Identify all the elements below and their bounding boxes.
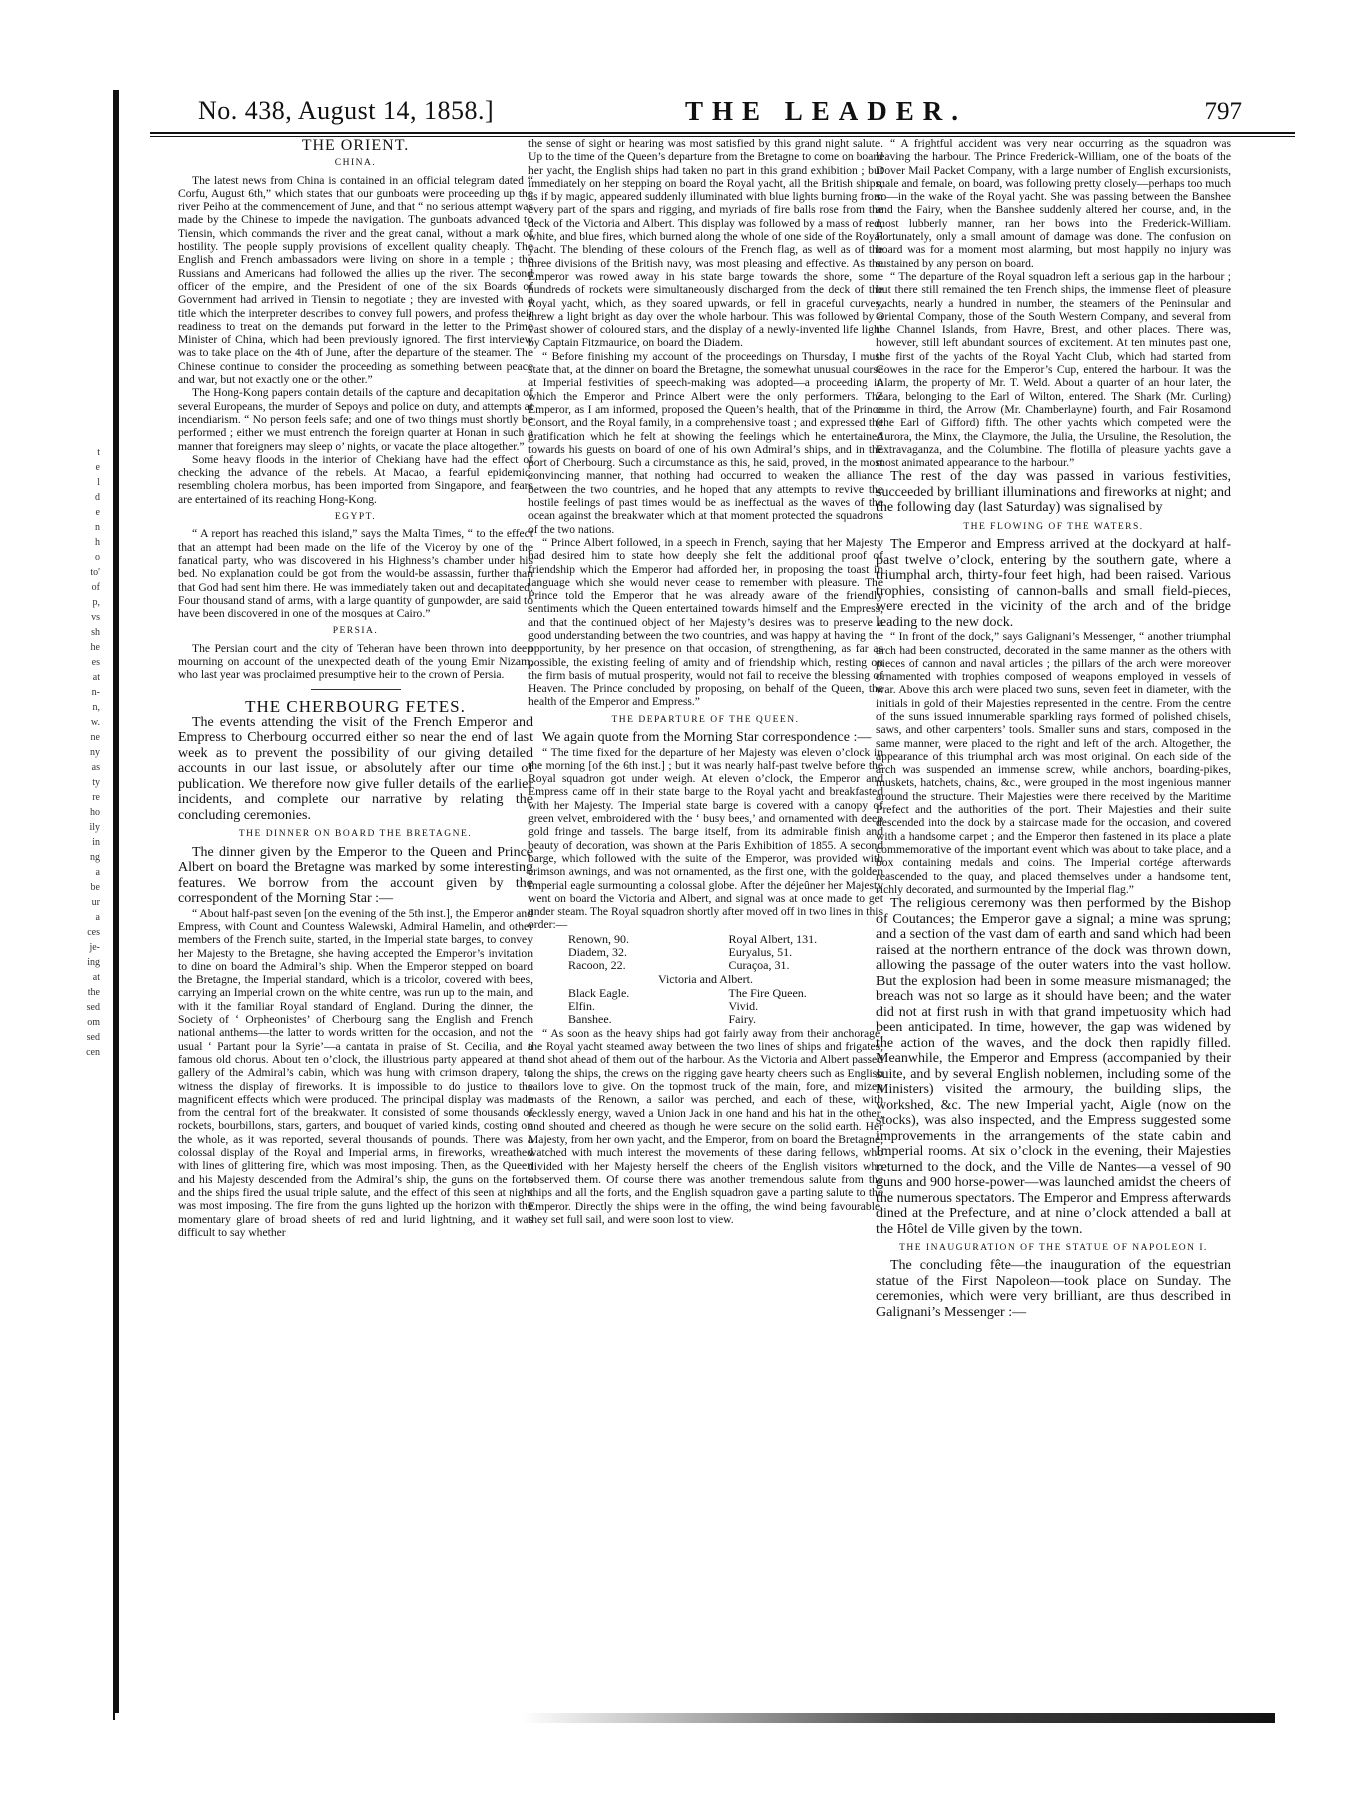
- section-head-persia: PERSIA.: [332, 626, 379, 637]
- egypt-paragraph: “ A report has reached this island,” says the Malta Times, “ to the effect that an attempt had been made on the life of the Viceroy by one of the fanatical party, who was discovered in his Highness’s chamber under his bed. No explanation could be got from the would-be assassin, further than that God had sent him there. He was immediately taken out and decapitated. Four thousand stand of arms, with a large quantity of gunpowder, are said to have been discovered in one of the mosques at Cairo.”: [178, 527, 533, 621]
- waters-paragraph-3: The religious ceremony was then performed by the Bishop of Coutances; the Emperor gave a signal; a mine was sprung; and a section of the vast dam of earth and sand which had been raised at the northern entrance of the dock was thrown down, allowing the passage of the outer waters into the vast hollow. But the explosion had been in some measure mismanaged; the breach was not so large as it should have been; and the water did not at first rush in with that grand impetuosity which had been anticipated. In time, however, the gap was widened by the action of the waves, and the dock then rapidly filled. Meanwhile, the Emperor and Empress (accompanied by their suite, and by several English noblemen, including some of the Ministers) visited the armoury, the building slips, the workshed, &c. The new Imperial yacht, Aigle (now on the stocks), was also inspected, and the Empress suggested some improvements in the arrangements of the state cabin and Imperial rooms. At six o’clock in the evening, their Majesties returned to the dock, and the Ville de Nantes—a vessel of 90 guns and 900 horse-power—was launched amidst the cheers of the numerous spectators. The Emperor and Empress afterwards dined at the Prefecture, and at nine o’clock attended a ball at the Hôtel de Ville given by the town.: [876, 896, 1231, 1237]
- margin-fragment: at: [92, 672, 100, 683]
- ship-entry: Diadem, 32.: [568, 944, 627, 959]
- ship-entry: Renown, 90.: [568, 931, 629, 946]
- margin-fragment: re: [92, 792, 100, 803]
- waters-paragraph-2: “ In front of the dock,” says Galignani’s Messenger, “ another triumphal arch had been constructed, decorated in the same manner as the others with pieces of cannon and naval articles ; the pillars of the arch were moreover ornamented with trophies composed of weapons employed in vessels of war. Above this arch were placed two suns, seven feet in diameter, with the initials in gold of their Majesties represented in the centre. From the centre of the suns issued innumerable sparkling rays formed of polished chisels, saws, and other carpenters’ tools. Smaller suns and stars, composed in the same manner, were placed to the right and left of the arch. Altogether, the appearance of this triumphal arch was most original. On each side of the arch was suspended an immense screw, while anchors, boarding-pikes, muskets, hatchets, chains, &c., were grouped in the most ingenious manner around the structure. Their Majesties were there received by the Maritime Prefect and the authorities of the port. Their Majesties and their suite descended into the dock by a staircase made for the occasion, and covered with a handsome carpet ; and the Emperor then fastened in its place a plate commemorative of the important event which was about to take place, and a box containing medals and coins. The Imperial cortége afterwards reascended to the quay, and placed themselves under a handsome tent, richly decorated, and surmounted by the Imperial flag.”: [876, 630, 1231, 896]
- margin-fragment: a: [95, 867, 100, 878]
- margin-fragment: ho: [90, 807, 100, 818]
- article-title-cherbourg: THE CHERBOURG FETES.: [245, 696, 466, 716]
- margin-fragment: o: [95, 552, 100, 563]
- col2-paragraph-4: “ As soon as the heavy ships had got fairly away from their anchorage, the Royal yacht steamed away between the two lines of ships and frigates, and shot ahead of them out of the harbour. As the Victoria and Albert passed along the ships, the crews on the rigging gave hearty cheers such as English sailors love to give. On the topmost truck of the main, fore, and mizen masts of the Renown, a sailor was perched, and each of these, with recklessly energy, waved a Union Jack in one hand and his hat in the other, and shouted and cheered as though he were secure on the solid earth. Her Majesty, from her own yacht, and the Emperor, from on board the Bretagne, watched with much interest the movements of these daring fellows, who divided with her Majesty herself the cheers of the English visitors who observed them. Of course there was another tremendous salute from the ships and all the forts, and the English squadron gave a parting salute to the Emperor. Directly the ships were in the offing, the wind being favourable, they set full sail, and were soon lost to view.: [528, 1026, 883, 1226]
- page-spine-rule: [113, 90, 119, 1720]
- ship-entry: Elfin.: [568, 998, 595, 1013]
- section-head-statue: THE INAUGURATION OF THE STATUE OF NAPOLEON I.: [899, 1243, 1208, 1254]
- margin-fragment: ur: [91, 897, 100, 908]
- margin-fragment: ne: [90, 732, 100, 743]
- statue-paragraph: The concluding fête—the inauguration of the equestrian statue of the First Napoleon—took place on Sunday. The ceremonies, which were very brilliant, are thus described in Galignani’s Messenger :—: [876, 1258, 1231, 1320]
- ship-entry: Black Eagle.: [568, 985, 630, 1000]
- margin-fragment: n,: [92, 702, 100, 713]
- persia-paragraph: The Persian court and the city of Teheran have been thrown into deep mourning on account of the unexpected death of the young Emir Nizam, who last year was proclaimed presumptive heir to the crown of Persia.: [178, 641, 533, 682]
- margin-fragment: e: [95, 507, 100, 518]
- margin-fragment: je-: [89, 942, 100, 953]
- china-paragraph-2: The Hong-Kong papers contain details of the capture and decapitation of several Europeans, the murder of Sepoys and police on duty, and attempts at incendiarism. “ No person feels safe; and one of two things must shortly be performed ; either we must entrench the foreign quarter at Honan in such a manner that foreigners may sleep o’ nights, or vacate the place altogether.”: [178, 386, 533, 453]
- page-header: [150, 96, 1290, 136]
- margin-fragment: vs: [91, 612, 100, 623]
- margin-fragment: sed: [86, 1032, 100, 1043]
- section-head-china: CHINA.: [334, 158, 377, 169]
- col3-paragraph-3: The rest of the day was passed in various festivities, succeeded by brilliant illuminations and fireworks at night; and the following day (last Saturday) was signalised by: [876, 469, 1231, 516]
- col2-paragraph-2: “ Before finishing my account of the proceedings on Thursday, I must state that, at the dinner on board the Bretagne, the somewhat unusual course at Imperial festivities of speech-making was adopted—a proceeding in which the Emperor and Prince Albert were the only performers. The Emperor, as I am informed, proposed the Queen’s health, that of the Prince Consort, and the Royal family, in a comprehensive toast ; and expressed the gratification which he felt at showing the feelings which he entertained towards his guests on board of one of his own Admiral’s ships, and in the port of Cherbourg. Such a circumstance as this, he said, proved, in the most convincing manner, that nothing had occurred to weaken the alliance between the two countries, and he hoped that any attempts to revive the hostile feelings of past times would be as ineffectual as the waves of the ocean against the breakwater which at that moment protected the squadrons of the two nations.: [528, 349, 883, 536]
- margin-fragment: l: [97, 477, 100, 488]
- section-divider: [311, 689, 401, 690]
- ship-entry: Vivid.: [728, 998, 759, 1013]
- margin-fragment: of: [91, 582, 100, 593]
- margin-fragment: cen: [86, 1047, 100, 1058]
- margin-fragment: to': [90, 567, 100, 578]
- fetes-intro: The events attending the visit of the French Emperor and Empress to Cherbourg occurred either so near the end of last week as to prevent the possibility of our giving detailed accounts in our last issue, or absolutely after our time of publication. We therefore now give fuller details of the earlier incidents, and complete our narrative by relating the concluding ceremonies.: [178, 714, 533, 823]
- margin-fragment: sed: [86, 1002, 100, 1013]
- ship-entry: Banshee.: [568, 1011, 612, 1026]
- departure-paragraph: “ The time fixed for the departure of her Majesty was eleven o’clock in the morning [of the 6th inst.] ; but it was nearly half-past twelve before the Royal squadron got under weigh. At eleven o’clock, the Emperor and Empress came off in their state barge to the Royal yacht and breakfasted with her Majesty. The Imperial state barge is covered with a canopy of green velvet, embroidered with the ‘ busy bees,’ and ornamented with deep gold fringe and tassels. The barge itself, from its admirable finish and beauty of decoration, was shown at the Paris Exhibition of 1855. A second barge, which followed with the suite of the Emperor, was provided with crimson awnings, and was not ornamented, as the first one, with the golden Imperial eagle surmounting a colossal globe. After the déjeûner her Majesty went on board the Victoria and Albert, and signal was at once made to get under steam. The Royal squadron shortly after moved off in two lines in this order:—: [528, 745, 883, 932]
- ship-entry: The Fire Queen.: [728, 985, 807, 1000]
- margin-fragment: ng: [90, 852, 100, 863]
- margin-fragment: n-: [91, 687, 100, 698]
- column-2: [528, 137, 883, 1702]
- section-head-egypt: EGYPT.: [334, 512, 377, 523]
- margin-fragment: in: [92, 837, 100, 848]
- margin-fragment: w.: [90, 717, 100, 728]
- margin-fragment: es: [91, 657, 100, 668]
- margin-fragment: e: [95, 462, 100, 473]
- article-title-orient: THE ORIENT.: [301, 137, 410, 154]
- dinner-paragraph-1: The dinner given by the Emperor to the Queen and Prince Albert on board the Bretagne was marked by some interesting features. We borrow from the account given by the correspondent of the Morning Star :—: [178, 844, 533, 907]
- margin-fragment: ny: [90, 747, 100, 758]
- margin-fragment: d: [95, 492, 100, 503]
- ships-list-1: [528, 933, 883, 972]
- margin-fragment: om: [87, 1017, 100, 1028]
- col2-paragraph-1: the sense of sight or hearing was most satisfied by this grand night salute. Up to the time of the Queen’s departure from the Bretagne to come on board her yacht, the English ships had taken no part in this grand exhibition ; but immediately on her stepping on board the Royal yacht, all the British ships, as if by magic, appeared suddenly illuminated with blue lights burning from every part of the spars and rigging, and myriads of fire balls rose from the deck of the Victoria and Albert. This display was followed by a mass of red, white, and blue fires, which burned along the whole of one side of the Royal yacht. The blending of these colours of the French flag, as well as of the three divisions of the British navy, was most pleasing and effective. As the Emperor was rowed away in his state barge towards the shore, some hundreds of rockets were simultaneously discharged from the deck of the Royal yacht, which, as they soared upwards, or fell in graceful curves, threw a light bright as day over the whole harbour. This was followed by a vast shower of coloured stars, and the display of a newly-invented life light by Captain Fitzmaurice, on board the Diadem.: [528, 137, 883, 350]
- ship-entry: Euryalus, 51.: [728, 944, 793, 959]
- dinner-paragraph-2: “ About half-past seven [on the evening of the 5th inst.], the Emperor and Empress, with Count and Countess Walewski, Admiral Hamelin, and other members of the French suite, started, in the Imperial state barges, to convey her Majesty to the Bretagne, she having accepted the Emperor’s invitation to dine on board the Admiral’s ship. When the Emperor stepped on board the Bretagne, the Imperial standard, which is a tricolor, covered with bees, carrying an Imperial crown on the white centre, was run up to the main, and with it the familiar Royal standard of England. During the dinner, the Society of ‘ Orpheonistes’ of Cherbourg sang the English and French national anthems—the latter to words written for the occasion, and not the usual ‘ Partant pour la Syrie’—a cantata in praise of St. Cecilia, and a famous old chorus. About ten o’clock, the illustrious party appeared at the gallery of the Admiral’s cabin, which was hung with crimson drapery, to witness the display of fireworks. It is impossible to do justice to the magnificent effects which were produced. The principal display was made from the central fort of the breakwater. It consisted of some thousands of rockets, bourbillons, stars, garters, and bouquet of varied kinds, costing on the whole, as it was reported, several thousands of pounds. There was a colossal display of the Royal and Imperial arms, in fireworks, wreathed with lines of glittering fire, which was most imposing. Then, as the Queen and his Majesty descended from the Admiral’s ship, the guns on the forts and the ships fired the usual triple salute, and the effect of this seen at night was most imposing. The fire from the guns lighted up the horizon with the momentary glare of broad sheets of red and lurid lightning, and it was difficult to say whether: [178, 906, 533, 1239]
- margin-fragment: h: [95, 537, 100, 548]
- col3-paragraph-2: “ The departure of the Royal squadron left a serious gap in the harbour ; but there still remained the ten French ships, the immense fleet of pleasure yachts, nearly a hundred in number, the steamers of the Peninsular and Oriental Company, those of the South Western Company, and several from the Channel Islands, from Havre, Brest, and other places. There was, however, still left abundant sources of excitement. At ten minutes past one, the first of the yachts of the Royal Yacht Club, which had started from Cowes in the race for the Emperor’s Cup, entered the harbour. It was the Alarm, the property of Mr. T. Weld. About a quarter of an hour later, the Zara, belonging to the Earl of Wilton, entered. The Shark (Mr. Curling) came in third, the Arrow (Mr. Chamberlayne) fourth, and Fair Rosamond (the Earl of Gifford) fifth. The other yachts which competed were the Aurora, the Minx, the Claymore, the Julia, the Ursuline, the Resolution, the Extravaganza, and the Columbine. The flotilla of pleasure yachts gave a most animated appearance to the harbour.”: [876, 269, 1231, 470]
- margin-fragment: a: [95, 912, 100, 923]
- section-head-waters: THE FLOWING OF THE WATERS.: [963, 521, 1144, 532]
- margin-fragment: he: [90, 642, 100, 653]
- margin-fragment: n: [95, 522, 100, 533]
- departure-intro: We again quote from the Morning Star correspondence :—: [542, 730, 872, 746]
- col3-paragraph-1: “ A frightful accident was very near occurring as the squadron was leaving the harbour. The Prince Frederick-William, one of the boats of the Dover Mail Packet Company, with a large number of English excursionists, male and female, on board, was following pretty closely—perhaps too much so—in the wake of the Royal yacht. She was passing between the Banshee and the Fairy, when the Banshee suddenly altered her course, and, in the most lubberly manner, ran her bows into the Frederick-William. Fortunately, only a small amount of damage was done. The confusion on board was for a moment most alarming, but most happily no injury was sustained by any person on board.: [876, 137, 1231, 270]
- margin-fragment: ces: [87, 927, 100, 938]
- page-number: 797: [1204, 98, 1242, 125]
- margin-fragment: ily: [89, 822, 100, 833]
- column-3: [876, 137, 1231, 1702]
- margin-fragment: sh: [91, 627, 100, 638]
- section-head-dinner: THE DINNER ON BOARD THE BRETAGNE.: [238, 829, 473, 840]
- margin-fragment: ty: [92, 777, 100, 788]
- margin-fragment: ing: [87, 957, 100, 968]
- margin-fragment: p,: [92, 597, 100, 608]
- margin-fragment: the: [87, 987, 100, 998]
- ship-entry: Royal Albert, 131.: [728, 931, 818, 946]
- issue-line: No. 438, August 14, 1858.]: [198, 96, 495, 125]
- waters-paragraph-1: The Emperor and Empress arrived at the dockyard at half-past twelve o’clock, entering by the southern gate, where a triumphal arch, thirty-four feet high, had been raised. Various trophies, consisting of cannon-balls and small field-pieces, were erected in the vicinity of the arch and of the bridge leading to the new dock.: [876, 537, 1231, 630]
- section-head-departure: THE DEPARTURE OF THE QUEEN.: [611, 714, 800, 725]
- ship-entry: Curaçoa, 31.: [728, 957, 790, 972]
- newspaper-title: THE LEADER.: [685, 96, 968, 126]
- column-1: [178, 137, 533, 1702]
- ship-entry: Fairy.: [728, 1011, 757, 1026]
- ships-list-center: Victoria and Albert.: [658, 971, 753, 986]
- margin-fragments: [70, 445, 100, 1060]
- margin-fragment: as: [91, 762, 100, 773]
- col2-paragraph-3: “ Prince Albert followed, in a speech in French, saying that her Majesty had desired him to state how deeply she felt the additional proof of friendship which the Emperor had afforded her, in proposing the toast in language which she would never cease to remember with pleasure. The Prince told the Emperor that he was already aware of the friendly sentiments which the Queen entertained towards himself and the Empress, and that the continued object of her Majesty’s desires was to preserve a good understanding between the two countries, and was happy at having the opportunity, by her presence on that occasion, of strengthening, as far as possible, the existing feeling of amity and of friendship which, resting on the firm basis of mutual prosperity, would not fail to receive the blessing of Heaven. The Prince concluded by proposing, on behalf of the Queen, the health of the Emperor and Empress.”: [528, 535, 883, 709]
- header-rule: [150, 132, 1295, 134]
- margin-fragment: t: [97, 447, 100, 458]
- margin-fragment: at: [92, 972, 100, 983]
- ships-list-2: [528, 987, 883, 1026]
- margin-fragment: be: [90, 882, 100, 893]
- china-paragraph-1: The latest news from China is contained in an official telegram dated “ Corfu, August 6th,” which states that our gunboats were proceeding up the river Peiho at the commencement of June, and that “ no serious attempt was made by the Chinese to impede the navigation. The gunboats advanced to Tiensin, which commands the river and the great canal, without a mark of hostility. The people supply provisions of excellent quality cheaply. The English and French ambassadors were living on shore in a temple ; the Russians and Americans had followed the allies up the river. The second officer of the empire, and the President of one of the six Boards of Government had arrived in Tiensin to negotiate ; they are invested with a title which the interpreter describes to convey full powers, and profess their readiness to treat on the demands put forward in the letter to the Prime Minister of China, which had been previously ignored. The first interview was to take place on the 4th of June, after the departure of the steamer. The Chinese continue to consider the proceeding as something between peace and war, but not exactly one or the other.”: [178, 173, 533, 387]
- ship-entry: Racoon, 22.: [568, 957, 626, 972]
- page-bottom-rule: [115, 1713, 1275, 1723]
- china-paragraph-3: Some heavy floods in the interior of Chekiang have had the effect of checking the advance of the rebels. At Macao, a fearful epidemic, resembling cholera morbus, has been imported from Singapore, and fears are entertained of its reaching Hong-Kong.: [178, 452, 533, 506]
